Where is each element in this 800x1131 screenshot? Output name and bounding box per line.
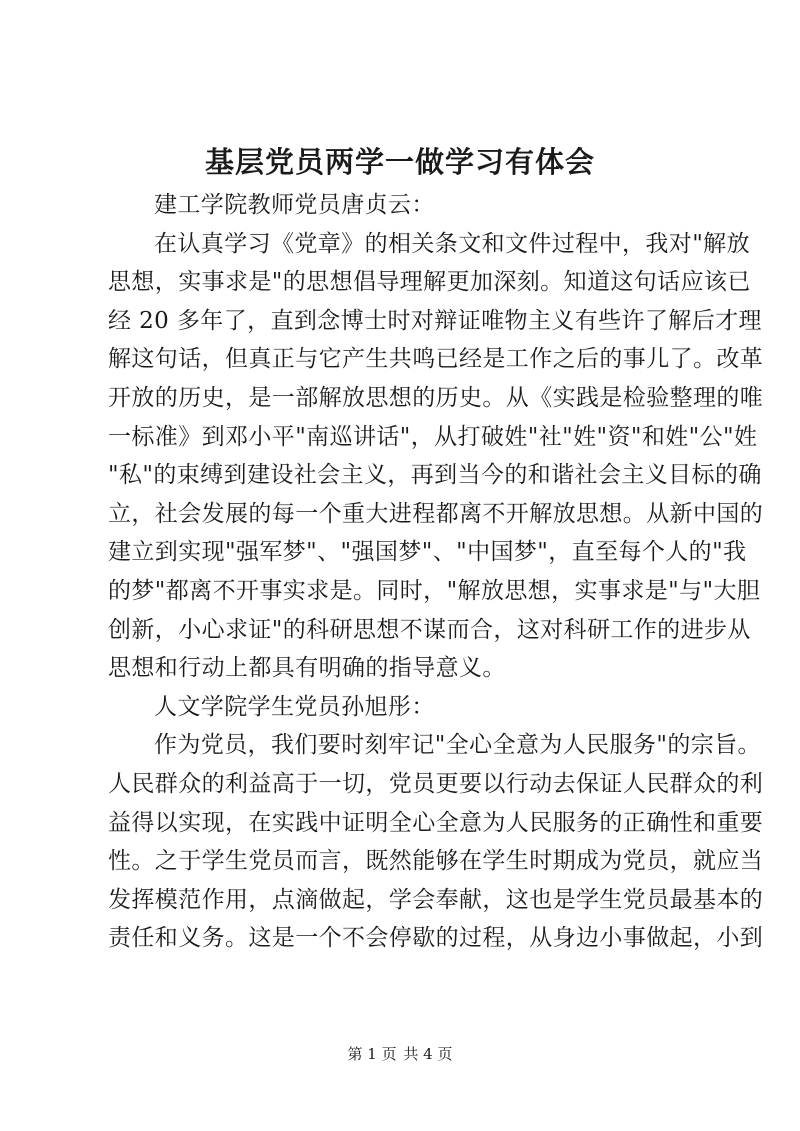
page-number: 第 1 页 — [347, 1045, 397, 1063]
text-line: 在认真学习《党章》的相关条文和文件过程中，我对"解放 — [154, 230, 750, 257]
text-line: 发挥模范作用，点滴做起，学会奉献，这也是学生党员最基本的 — [108, 886, 764, 913]
text-line: 建立到实现"强军梦"、"强国梦"、"中国梦"，直至每个人的"我 — [108, 539, 747, 566]
text-line: 一标准》到邓小平"南巡讲话"，从打破姓"社"姓"资"和姓"公"姓 — [108, 423, 758, 450]
text-line: 经 20 多年了，直到念博士时对辩证唯物主义有些许了解后才理 — [108, 307, 762, 334]
text-line: 开放的历史，是一部解放思想的历史。从《实践是检验整理的唯 — [108, 384, 764, 411]
text-line: 立，社会发展的每一个重大进程都离不开解放思想。从新中国的 — [108, 500, 764, 527]
text-line: 解这句话，但真正与它产生共鸣已经是工作之后的事儿了。改革 — [108, 346, 764, 373]
text-line: 思想，实事求是"的思想倡导理解更加深刻。知道这句话应该已 — [108, 269, 751, 296]
text-line: 益得以实现，在实践中证明全心全意为人民服务的正确性和重要 — [108, 809, 764, 836]
text-line: 责任和义务。这是一个不会停歇的过程，从身边小事做起，小到 — [108, 925, 764, 952]
document-body — [108, 186, 764, 958]
page-total: 共 4 页 — [403, 1045, 453, 1063]
text-line: 创新，小心求证"的科研思想不谋而合，这对科研工作的进步从 — [108, 616, 751, 643]
text-line: 人民群众的利益高于一切，党员更要以行动去保证人民群众的利 — [108, 770, 764, 797]
text-line: "私"的束缚到建设社会主义，再到当今的和谐社会主义目标的确 — [108, 462, 762, 489]
paragraph-heading-teacher: 建工学院教师党员唐贞云： — [154, 192, 435, 218]
text-line: 思想和行动上都具有明确的指导意义。 — [108, 655, 506, 682]
page-footer — [0, 1044, 800, 1064]
text-line: 的梦"都离不开事实求是。同时，"解放思想，实事求是"与"大胆 — [108, 577, 761, 604]
document-title: 基层党员两学一做学习有体会 — [204, 145, 595, 179]
text-line: 性。之于学生党员而言，既然能够在学生时期成为党员，就应当 — [108, 848, 764, 875]
paragraph-heading-student: 人文学院学生党员孙旭彤： — [154, 693, 435, 720]
text-line: 作为党员，我们要时刻牢记"全心全意为人民服务"的宗旨。 — [154, 732, 761, 759]
